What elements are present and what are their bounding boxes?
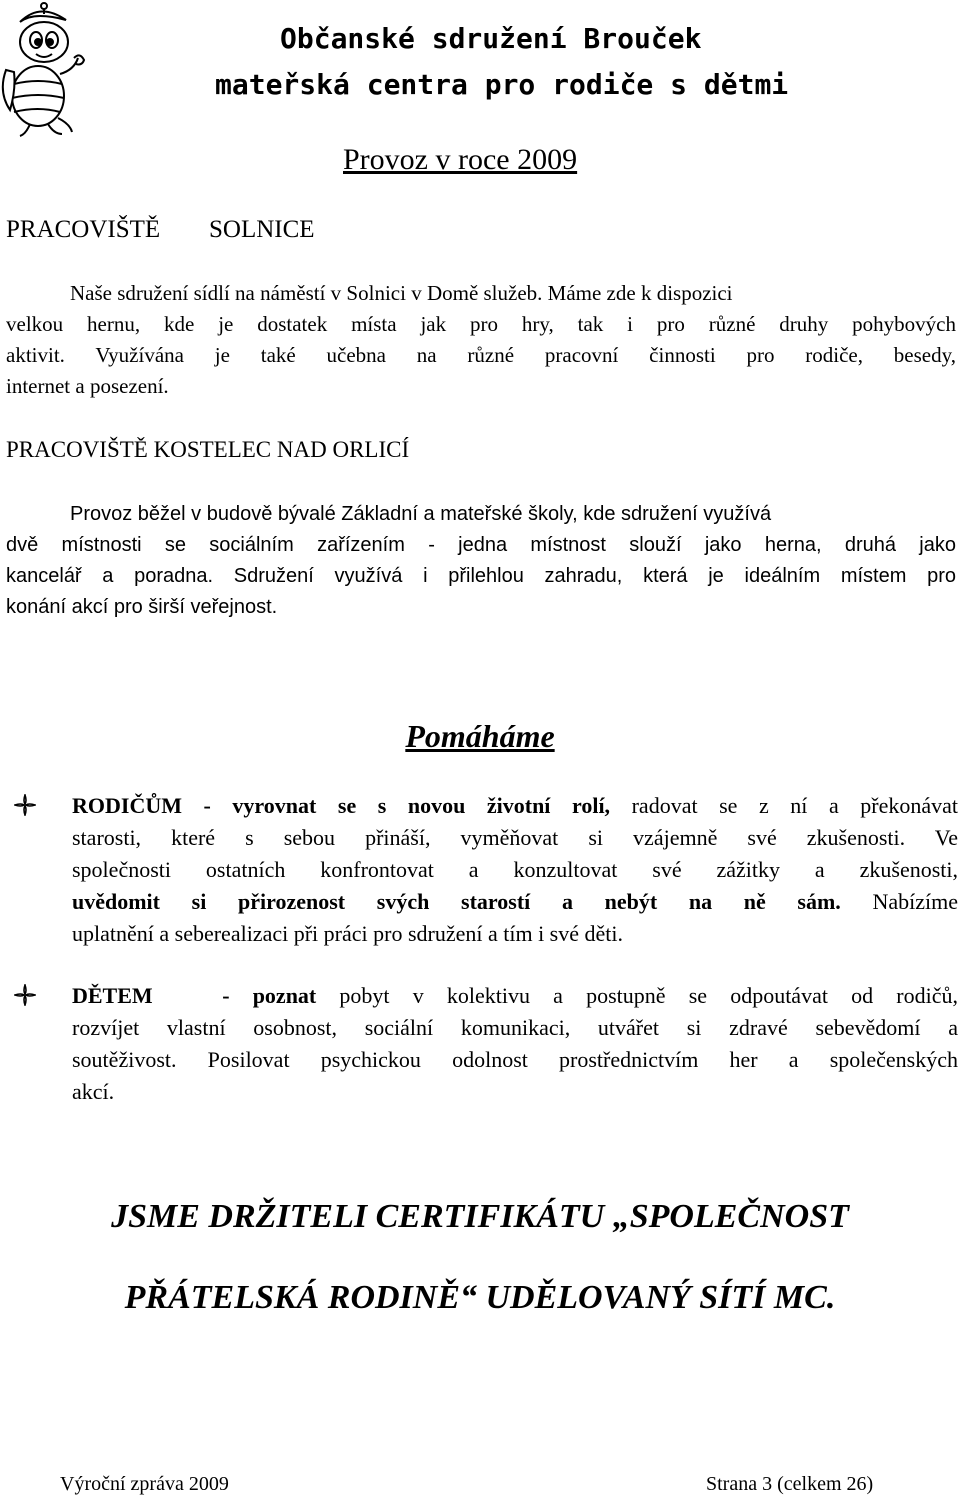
certificate-line-2: PŘÁTELSKÁ RODINĚ“ UDĚLOVANÝ SÍTÍ MC. bbox=[124, 1279, 836, 1316]
section-label-solnice: SOLNICE bbox=[209, 216, 315, 243]
bullet-line bbox=[72, 980, 958, 1012]
parents-bullet bbox=[72, 790, 958, 950]
bullet-line: společnosti ostatních konfrontovat a konzultovat své zážitky a zkušenosti, bbox=[72, 857, 958, 882]
paragraph-line: velkou hernu, kde je dostatek místa jak pro hry, tak i pro různé druhy pohybových bbox=[6, 312, 956, 336]
pomahame-heading: Pomáháme bbox=[405, 718, 555, 754]
bullet-bold-text: uvědomit si přirozenost svých starostí a nebýt na ně sám. bbox=[72, 889, 841, 914]
bee-mascot-logo bbox=[0, 0, 92, 140]
bullet-line bbox=[72, 790, 958, 822]
paragraph-line: dvě místnosti se sociálním zařízením - jedna místnost slouží jako herna, druhá jako bbox=[6, 534, 956, 556]
paragraph-line: kancelář a poradna. Sdružení využívá i přilehlou zahradu, která je ideálním místem pro bbox=[6, 565, 956, 587]
diamond-bullet-icon bbox=[14, 794, 36, 816]
section-label-kostelec: PRACOVIŠTĚ KOSTELEC NAD ORLICÍ bbox=[6, 437, 410, 462]
bullet-line: soutěživost. Posilovat psychickou odolnost prostřednictvím her a společenských bbox=[72, 1047, 958, 1072]
bullet-bold-text: RODIČŮM - vyrovnat se s novou životní rolí, bbox=[72, 793, 611, 818]
bullet-line: uplatnění a seberealizaci při práci pro sdružení a tím i své děti. bbox=[72, 921, 623, 946]
bullet-text: radovat se z ní a překonávat bbox=[610, 793, 958, 818]
bullet-line bbox=[72, 886, 958, 918]
kostelec-paragraph bbox=[6, 499, 956, 623]
paragraph-line: aktivit. Využívána je také učebna na různé pracovní činnosti pro rodiče, besedy, bbox=[6, 343, 956, 367]
footer-page-number: Strana 3 (celkem 26) bbox=[706, 1473, 874, 1495]
paragraph-line: internet a posezení. bbox=[6, 374, 169, 398]
bullet-line: akcí. bbox=[72, 1079, 115, 1104]
solnice-paragraph bbox=[6, 278, 956, 402]
bullet-text: Nabízíme bbox=[840, 889, 958, 914]
bullet-line: starosti, které s sebou přináší, vyměňovat si vzájemně své zkušenosti. Ve bbox=[72, 825, 958, 850]
org-name: Občanské sdružení Brouček bbox=[280, 22, 702, 55]
children-bullet bbox=[72, 980, 958, 1108]
bullet-line: rozvíjet vlastní osobnost, sociální komunikaci, utvářet si zdravé sebevědomí a bbox=[72, 1015, 958, 1040]
certificate-line-1: JSME DRŽITELI CERTIFIKÁTU „SPOLEČNOST bbox=[111, 1198, 849, 1235]
paragraph-line: Provoz běžel v budově bývalé Základní a mateřské školy, kde sdružení využívá bbox=[70, 503, 772, 525]
bullet-text: pobyt v kolektivu a postupně se odpoutávat od rodičů, bbox=[316, 983, 958, 1008]
year-title: Provoz v roce 2009 bbox=[343, 143, 578, 176]
section-label-pracoviste: PRACOVIŠTĚ bbox=[6, 216, 161, 243]
diamond-bullet-icon bbox=[14, 984, 36, 1006]
bullet-bold-text: DĚTEM - poznat bbox=[72, 983, 317, 1008]
paragraph-line: Naše sdružení sídlí na náměstí v Solnici v Domě služeb. Máme zde k dispozici bbox=[70, 281, 733, 305]
paragraph-line: konání akcí pro širší veřejnost. bbox=[6, 596, 278, 618]
footer-report-title: Výroční zpráva 2009 bbox=[60, 1473, 229, 1495]
org-subtitle: mateřská centra pro rodiče s dětmi bbox=[215, 68, 789, 101]
